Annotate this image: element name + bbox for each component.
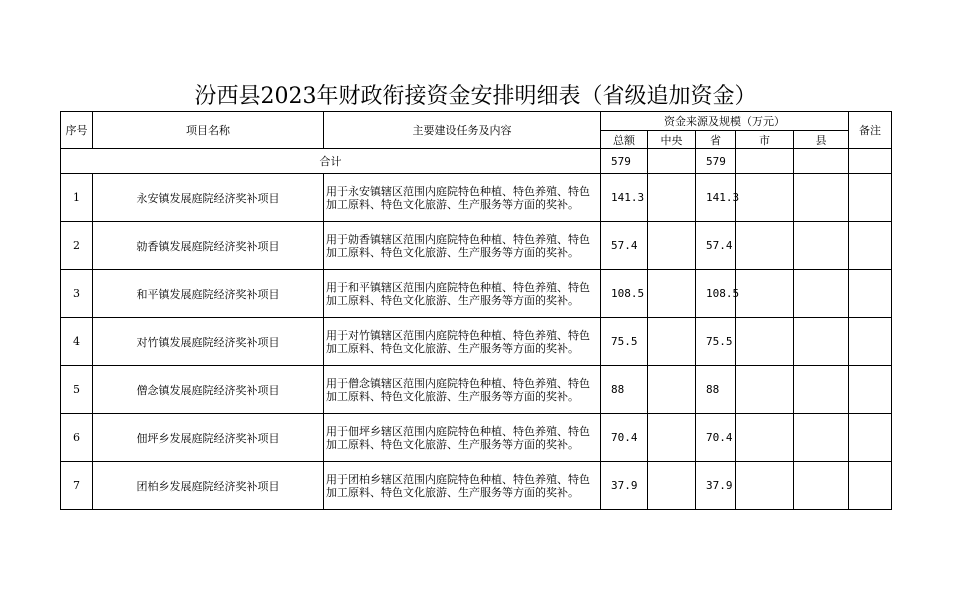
row-county (794, 366, 849, 414)
table-row (61, 318, 892, 366)
total-label: 合计 (61, 149, 601, 174)
row-total: 75.5 (601, 318, 648, 366)
row-project-name: 对竹镇发展庭院经济奖补项目 (93, 318, 324, 366)
header-county: 县 (794, 131, 849, 149)
row-remark (849, 270, 892, 318)
row-seq: 7 (61, 462, 93, 510)
row-central (648, 174, 696, 222)
row-content: 用于永安镇辖区范围内庭院特色种植、特色养殖、特色加工原料、特色文化旅游、生产服务等方面的奖补。 (324, 174, 601, 222)
total-city (736, 149, 794, 174)
row-county (794, 414, 849, 462)
row-county (794, 462, 849, 510)
table-row (61, 366, 892, 414)
total-total: 579 (601, 149, 648, 174)
row-project-name: 和平镇发展庭院经济奖补项目 (93, 270, 324, 318)
header-central: 中央 (648, 131, 696, 149)
row-remark (849, 462, 892, 510)
row-city (736, 174, 794, 222)
row-project-name: 团柏乡发展庭院经济奖补项目 (93, 462, 324, 510)
row-project-name: 佃坪乡发展庭院经济奖补项目 (93, 414, 324, 462)
header-total: 总额 (601, 131, 648, 149)
funding-table (60, 111, 892, 510)
row-county (794, 174, 849, 222)
row-content: 用于僧念镇辖区范围内庭院特色种植、特色养殖、特色加工原料、特色文化旅游、生产服务等方面的奖补。 (324, 366, 601, 414)
header-remark: 备注 (849, 112, 892, 149)
row-content: 用于佃坪乡辖区范围内庭院特色种植、特色养殖、特色加工原料、特色文化旅游、生产服务等方面的奖补。 (324, 414, 601, 462)
row-total: 108.5 (601, 270, 648, 318)
row-province: 37.9 (696, 462, 736, 510)
header-content: 主要建设任务及内容 (324, 112, 601, 149)
table-row (61, 462, 892, 510)
row-total: 88 (601, 366, 648, 414)
table-title: 汾西县2023年财政衔接资金安排明细表（省级追加资金） (194, 84, 757, 109)
total-province: 579 (696, 149, 736, 174)
row-project-name: 永安镇发展庭院经济奖补项目 (93, 174, 324, 222)
row-city (736, 414, 794, 462)
row-total: 57.4 (601, 222, 648, 270)
header-source-group: 资金来源及规模（万元） (601, 112, 849, 131)
row-seq: 5 (61, 366, 93, 414)
row-remark (849, 174, 892, 222)
row-project-name: 僧念镇发展庭院经济奖补项目 (93, 366, 324, 414)
total-row (61, 149, 892, 174)
row-project-name: 勍香镇发展庭院经济奖补项目 (93, 222, 324, 270)
table-row (61, 222, 892, 270)
row-remark (849, 222, 892, 270)
row-remark (849, 318, 892, 366)
row-seq: 6 (61, 414, 93, 462)
header-name: 项目名称 (93, 112, 324, 149)
row-remark (849, 414, 892, 462)
table-row (61, 414, 892, 462)
row-total: 37.9 (601, 462, 648, 510)
row-province: 88 (696, 366, 736, 414)
row-city (736, 318, 794, 366)
row-content: 用于勍香镇辖区范围内庭院特色种植、特色养殖、特色加工原料、特色文化旅游、生产服务等方面的奖补。 (324, 222, 601, 270)
row-seq: 3 (61, 270, 93, 318)
row-province: 57.4 (696, 222, 736, 270)
row-central (648, 318, 696, 366)
total-county (794, 149, 849, 174)
row-central (648, 222, 696, 270)
row-province: 141.3 (696, 174, 736, 222)
row-central (648, 462, 696, 510)
total-remark (849, 149, 892, 174)
row-seq: 1 (61, 174, 93, 222)
header-row (61, 112, 892, 131)
table-row (61, 174, 892, 222)
row-central (648, 366, 696, 414)
row-central (648, 270, 696, 318)
row-content: 用于和平镇辖区范围内庭院特色种植、特色养殖、特色加工原料、特色文化旅游、生产服务等方面的奖补。 (324, 270, 601, 318)
row-total: 141.3 (601, 174, 648, 222)
row-seq: 2 (61, 222, 93, 270)
row-city (736, 270, 794, 318)
row-province: 75.5 (696, 318, 736, 366)
row-content: 用于对竹镇辖区范围内庭院特色种植、特色养殖、特色加工原料、特色文化旅游、生产服务等方面的奖补。 (324, 318, 601, 366)
row-city (736, 366, 794, 414)
row-content: 用于团柏乡辖区范围内庭院特色种植、特色养殖、特色加工原料、特色文化旅游、生产服务等方面的奖补。 (324, 462, 601, 510)
table-row (61, 270, 892, 318)
row-central (648, 414, 696, 462)
row-county (794, 270, 849, 318)
row-county (794, 318, 849, 366)
header-city: 市 (736, 131, 794, 149)
row-seq: 4 (61, 318, 93, 366)
row-county (794, 222, 849, 270)
row-province: 108.5 (696, 270, 736, 318)
total-central (648, 149, 696, 174)
row-city (736, 462, 794, 510)
header-province: 省 (696, 131, 736, 149)
row-province: 70.4 (696, 414, 736, 462)
row-city (736, 222, 794, 270)
row-total: 70.4 (601, 414, 648, 462)
row-remark (849, 366, 892, 414)
header-seq: 序号 (61, 112, 93, 149)
